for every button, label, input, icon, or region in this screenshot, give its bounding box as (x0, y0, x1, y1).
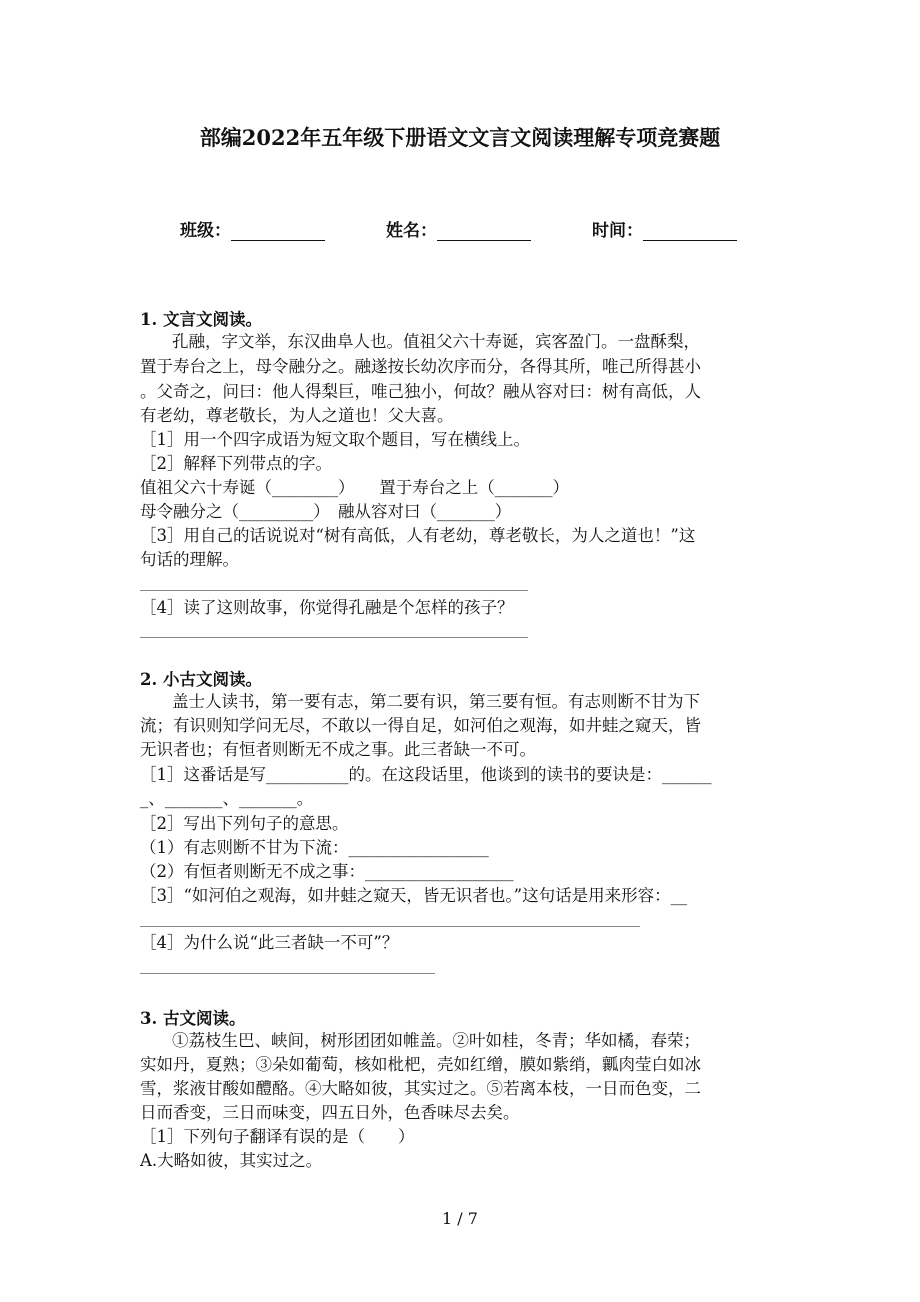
s1-question-2-a[interactable]: 值祖父六十寿诞（________） 置于寿台之上（_______） (140, 478, 569, 497)
s2-question-2: ［2］写出下列句子的意思。 (140, 814, 349, 833)
page-title: 部编2022年五年级下册语文文言文阅读理解专项竞赛题 (199, 125, 721, 150)
s1-question-4: ［4］读了这则故事，你觉得孔融是个怎样的孩子？ (140, 598, 514, 617)
class-field (180, 216, 325, 241)
s2-question-1-cont[interactable]: _、_______、_______。 (140, 789, 314, 808)
s2-question-2-b[interactable]: （2）有恒者则断无不成之事：__________________ (140, 862, 514, 881)
s1-passage-line: 有老幼，尊老敬长，为人之道也！父大喜。 (140, 406, 454, 425)
time-blank[interactable] (643, 222, 737, 241)
time-field (592, 216, 737, 241)
s3-passage-line: 实如丹，夏熟；③朵如葡萄，核如枇杷，壳如红缯，膜如紫绡，瓤肉莹白如冰 (140, 1055, 701, 1074)
s1-passage-line: 。父奇之，问曰：他人得梨巨，唯己独小，何故？融从容对曰：树有高低，人 (140, 382, 701, 401)
s3-passage-line: 雪，浆液甘酸如醴酪。④大略如彼，其实过之。⑤若离本枝，一日而色变，二 (140, 1079, 701, 1098)
s2-question-3[interactable]: ［3］“如河伯之观海，如井蛙之窥天，皆无识者也。”这句话是用来形容：__ (140, 886, 688, 905)
s1-passage-line: 置于寿台之上，母令融分之。融遂按长幼次序而分，各得其所，唯己所得甚小 (140, 357, 701, 376)
s1-question-2: ［2］解释下列带点的字。 (140, 454, 332, 473)
section-1-heading: 1. 文言文阅读。 (140, 310, 262, 329)
page-number: 1 / 7 (442, 1209, 478, 1228)
s1-question-3-cont: 句话的理解。 (140, 550, 239, 569)
s1-question-3: ［3］用自己的话说说对“树有高低，人有老幼，尊老敬长，为人之道也！”这 (140, 526, 696, 545)
s3-passage-line: ①荔枝生巴、峡间，树形团团如帷盖。②叶如桂，冬青；华如橘，春荣； (172, 1031, 700, 1050)
s3-option-a[interactable]: A.大略如彼，其实过之。 (140, 1151, 323, 1170)
answer-line[interactable] (140, 973, 435, 974)
answer-line[interactable] (140, 590, 528, 591)
s1-question-2-b[interactable]: 母令融分之（_________） 融从容对曰（_______） (140, 502, 512, 521)
answer-line[interactable] (140, 926, 640, 927)
s3-question-1: ［1］下列句子翻译有误的是（ ） (140, 1127, 415, 1146)
name-label: 姓名： (386, 221, 437, 241)
name-field (386, 216, 531, 241)
s2-question-1[interactable]: ［1］这番话是写__________的。在这段话里，他谈到的读书的要诀是：______ (140, 765, 712, 784)
s2-question-4: ［4］为什么说“此三者缺一不可”？ (140, 933, 399, 952)
section-3-heading: 3. 古文阅读。 (140, 1009, 246, 1028)
s1-passage-line: 孔融，字文举，东汉曲阜人也。值祖父六十寿诞，宾客盈门。一盘酥梨， (172, 332, 700, 351)
s2-passage-line: 流；有识则知学问无尽，不敢以一得自足，如河伯之观海，如井蛙之窥天，皆 (140, 716, 701, 735)
s2-passage-line: 盖士人读书，第一要有志，第二要有识，第三要有恒。有志则断不甘为下 (172, 692, 700, 711)
name-blank[interactable] (437, 222, 531, 241)
class-blank[interactable] (231, 222, 325, 241)
s1-question-1: ［1］用一个四字成语为短文取个题目，写在横线上。 (140, 430, 530, 449)
s2-question-2-a[interactable]: （1）有志则断不甘为下流：_________________ (140, 838, 489, 857)
class-label: 班级： (180, 221, 231, 241)
s2-passage-line: 无识者也；有恒者则断无不成之事。此三者缺一不可。 (140, 740, 536, 759)
section-2-heading: 2. 小古文阅读。 (140, 670, 262, 689)
answer-line[interactable] (140, 637, 528, 638)
time-label: 时间： (592, 221, 643, 241)
s3-passage-line: 日而香变，三日而味变，四五日外，色香味尽去矣。 (140, 1103, 520, 1122)
